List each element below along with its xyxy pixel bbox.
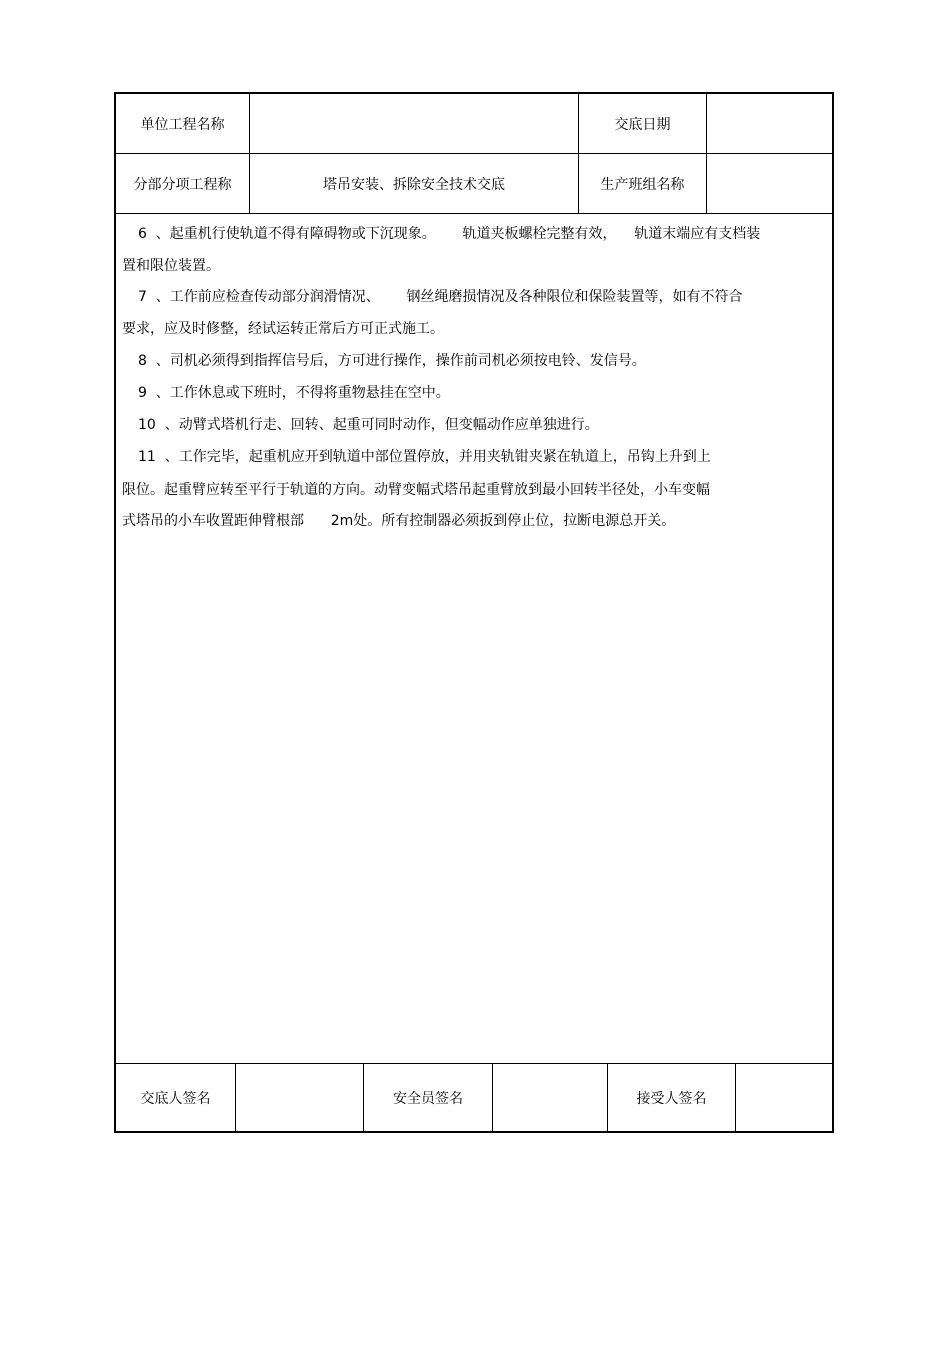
content-line: 限位。起重臂应转至平行于轨道的方向。动臂变幅式塔吊起重臂放到最小回转半径处，小车变幅 bbox=[122, 482, 710, 498]
handover-person-signature[interactable] bbox=[236, 1064, 363, 1131]
handover-person-label: 交底人签名 bbox=[140, 1090, 211, 1107]
sub-project-label: 分部分项工程称 bbox=[133, 176, 232, 193]
team-field[interactable] bbox=[707, 154, 832, 213]
content-line: 7 、工作前应检查传动部分润滑情况、 钢丝绳磨损情况及各种限位和保险装置等，如有不符合 bbox=[138, 289, 743, 305]
content-line: 要求，应及时修整，经试运转正常后方可正式施工。 bbox=[122, 321, 444, 337]
handover-date-field[interactable] bbox=[707, 94, 832, 153]
content-line: 式塔吊的小车收置距伸臂根部 2m处。所有控制器必须扳到停止位，拉断电源总开关。 bbox=[122, 513, 676, 529]
content-line: 8 、司机必须得到指挥信号后，方可进行操作，操作前司机必须按电铃、发信号。 bbox=[138, 353, 646, 369]
sub-project-value: 塔吊安装、拆除安全技术交底 bbox=[323, 176, 505, 193]
receiver-signature[interactable] bbox=[736, 1064, 832, 1131]
content-line: 11 、工作完毕，起重机应开到轨道中部位置停放，并用夹轨钳夹紧在轨道上，吊钩上升到上 bbox=[138, 449, 711, 465]
row-divider bbox=[114, 213, 834, 214]
content-line: 9 、工作休息或下班时，不得将重物悬挂在空中。 bbox=[138, 385, 450, 401]
team-label: 生产班组名称 bbox=[600, 176, 685, 193]
safety-officer-label: 安全员签名 bbox=[393, 1090, 463, 1107]
form-table bbox=[114, 92, 834, 1133]
handover-date-label: 交底日期 bbox=[614, 116, 671, 133]
safety-officer-signature[interactable] bbox=[493, 1064, 607, 1131]
content-line: 置和限位装置。 bbox=[122, 258, 220, 274]
content-line: 6 、起重机行使轨道不得有障碍物或下沉现象。 轨道夹板螺栓完整有效， 轨道末端应有支档装 bbox=[138, 226, 761, 242]
receiver-label: 接受人签名 bbox=[636, 1090, 707, 1107]
content-line: 10 、动臂式塔机行走、回转、起重可同时动作，但变幅动作应单独进行。 bbox=[138, 417, 599, 433]
unit-project-field[interactable] bbox=[250, 94, 578, 153]
unit-project-label: 单位工程名称 bbox=[140, 116, 225, 133]
